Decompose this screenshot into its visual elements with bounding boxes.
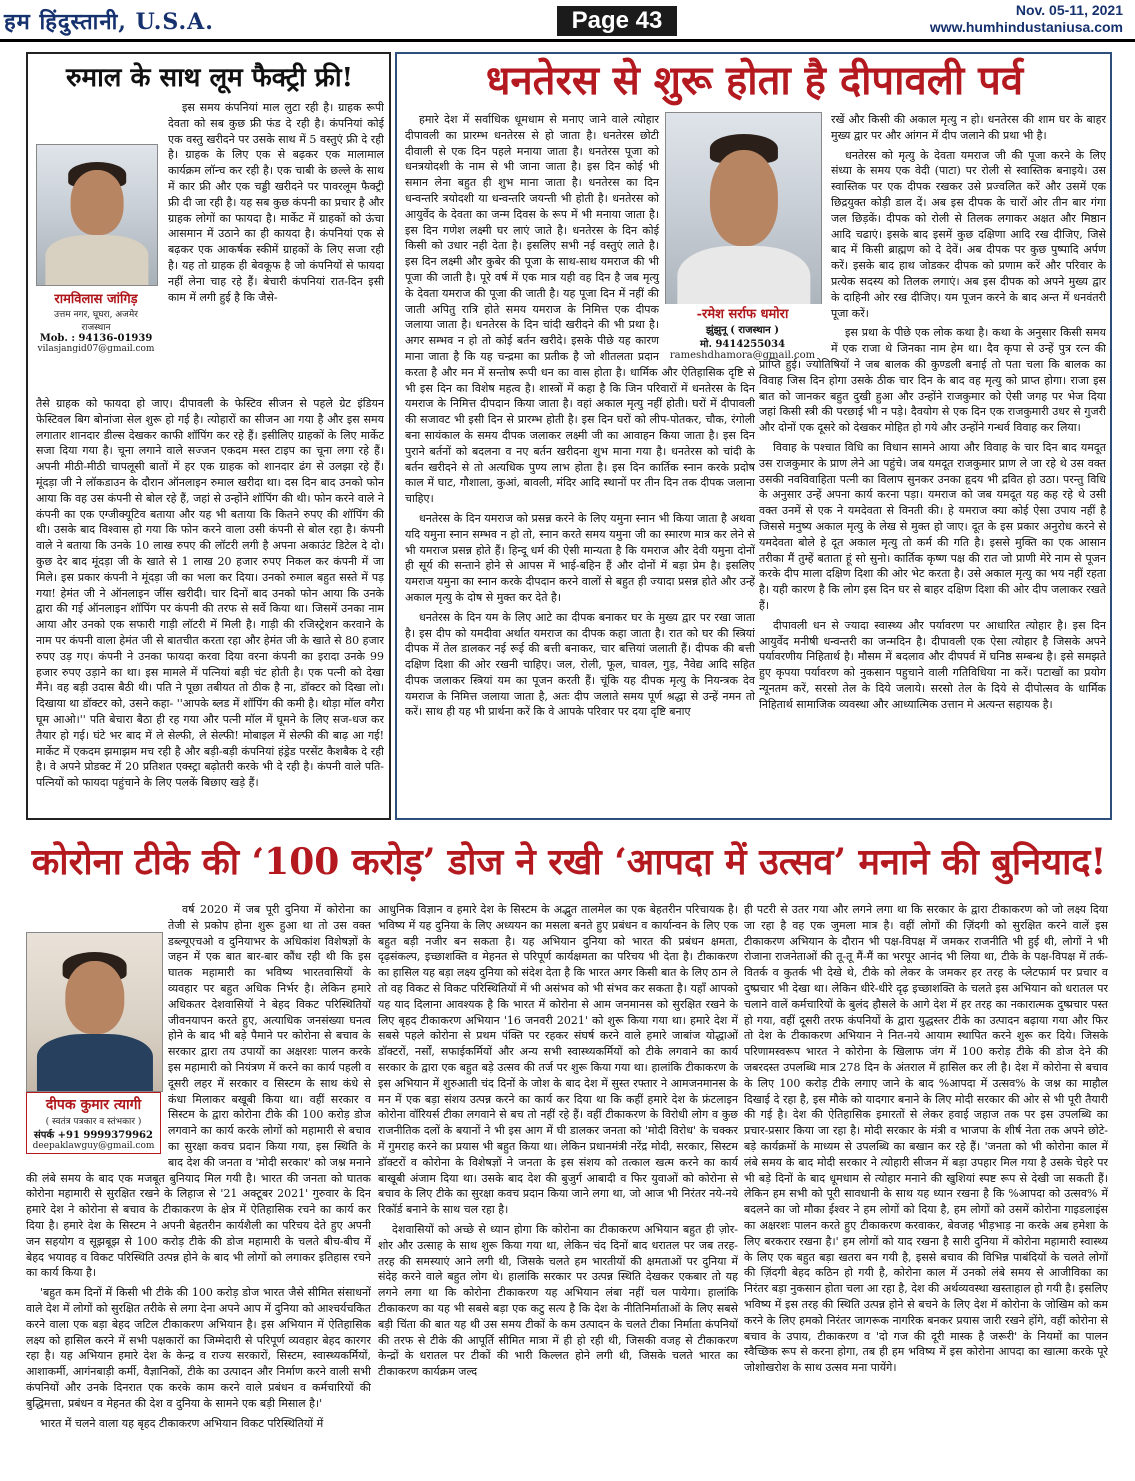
author-mobile: Mob. : 94136-01939 [39,333,153,344]
article-col-3: ही पटरी से उतर गया और लगने लगा था कि सरकार के द्वारा टीकाकरण को जो लक्ष्य दिया जा रहा है वह एक जुमला मात्र है। वहीं लोगों की ज़िंदगी को सुरक्षित करने वालें इस टीकाकरण अभियान के दौरान भी पक्ष-विपक्ष में जमकर राजनीति भी हुई थी, लोगों ने भी रोजाना राजनेताओं की तू-तू मैं-मैं का भरपूर आनंद भी लिया था, टीके के पक्ष-विपक्ष में तर्क-वितर्क व कुतर्क भी देखे थे, टीके को लेकर के जमकर हर तरह के प्लेटफार्म पर प्रचार व दुष्प्रचार भी देखा था। लेकिन धीरे-धीरे दृढ़ इच्छाशक्ति के चलते इस अभियान को धरातल पर चलाने वालें कर्मचारियों के बुलंद हौसले के आगे देश में हर तरह का नकारात्मक दुष्प्रचार पस्त हो गया, वहीं दूसरी तरफ कंपनियों के द्वारा युद्धस्तर टीके का उत्पादन बढ़ाया गया और फिर तो देश के टीकाकरण अभियान ने नित-नये आयाम स्थापित करने शुरू कर दिये। जिसके परिणामस्वरूप भारत ने कोरोना के खिलाफ जंग में 100 करोड़ टीके की डोज देने की जबरदस्त उपलब्धि मात्र 278 दिन के अंतराल में हासिल कर ली है। देश में कोरोना से बचाव के लिए 100 करोड़ टीके लगाए जाने के बाद %आपदा में उत्सव% के जश्न का माहौल दिखाई दे रहा है, इस मौके को यादगार बनाने के लिए मोदी सरकार की ओर से भी पूरी तैयारी की गई है। देश की ऐतिहासिक इमारतों से लेकर हवाई जहाज तक पर इस उपलब्धि का प्रचार-प्रसार किया जा रहा है। मोदी सरकार के मंत्री व भाजपा के शीर्ष नेता तक अपने छोटे-बड़े कार्यक्रमों के माध्यम से उपलब्धि का बखान कर रहे हैं। 'जनता को भी कोरोना काल में लंबे समय के बाद मोदी सरकार ने त्योहारी सीजन में बड़ा उपहार मिल गया है उसके चेहरे पर भी बड़े दिनों के बाद धूमधाम से त्योहार मनाने की खुशियां स्पष्ट रूप से देखी जा सकती हैं। लेकिन हम सभी को पूरी सावधानी के साथ यह ध्यान रखना है कि %आपदा को उत्सव% में बदलने का जो मौका ईश्वर ने हम लोगों को दिया है, हम लोगों को उसमें कोरोना गाइडलाइंस का अक्षरशः पालन करते हुए टीकाकरण करवाकर, बेवजह भीड़भाड़ ना करके अब हमेशा के लिए बरकरार रखना है।' हम लोगों को याद रखना है सारी दुनिया में कोरोना महामारी स्वास्थ्य के लिए एक बहुत बड़ा खतरा बन गयी है, इससे बचाव की विभिन्न पाबंदियों के चलते लोगों की ज़िंदगी बेहद कठिन हो गयी है, कोरोना काल में उनको लंबे समय से आजीविका का निरंतर बड़ा नुकसान होता चला आ रहा है, देश की अर्थव्यवस्था खस्ताहाल हो गयी है। इसलिए भविष्य में इस तरह की स्थिति उत्पन्न होने से बचने के लिए देश में कोरोना के जोखिम को कम करने के लिए हमको निरंतर जागरूक नागरिक बनकर प्रयास जारी रखने होंगे, वहीं कोरोना से बचाव के उपाय, टीकाकरण व 'दो गज की दूरी मास्क है जरूरी' के नियमों का पालन स्वैच्छिक रूप से करना होगा, तब ही हम भविष्य में इस कोरोना आपदा का खात्मा करके पूरे जोशोखरोश के साथ उत्सव मना पायेंगे। [744,903,1108,1375]
author-phone: संपर्क +91 9999379962 [34,1130,153,1141]
author-email[interactable]: rameshdhamora@gmail.com [669,350,816,361]
article-col-1: वर्ष 2020 में जब पूरी दुनिया में कोरोना का तेजी से प्रकोप होना शुरू हुआ था तो उस वक्त डब्ल्यूएचओ व दुनियाभर के अधिकांश विशेषज्ञों के जहन में एक बात बार-बार कौंध रही थी कि इस घातक महामारी का भविष्य भारतवासियों के व्यवहार पर बहुत अधिक निर्भर है। लेकिन हमारे अधिकतर देशवासियों ने बेहद विकट परिस्थितियों जीवनयापन करते हुए, अत्याधिक जनसंख्या घनत्व होने के बाद भी बड़े पैमाने पर कोरोना से बचाव के सरकार द्वारा तय उपायों का अक्षरशः पालन करके इस महामारी को नियंत्रण में करने का कार्य पहली व दूसरी लहर में सरकार व सिस्टम के साथ कंधे से कंधा मिलाकर बखूबी किया था। वहीं सरकार व सिस्टम के द्वारा कोरोना टीके की 100 करोड़ डोज लगवाने का कार्य करके लोगों को महामारी से बचाव का सुरक्षा कवच प्रदान किया गया, इस स्थिति के बाद देश की जनता व 'मोदी सरकार' को जश्न मनाने की लंबे समय के बाद एक मजबूत बुनियाद मिल गयी है। भारत की जनता को घातक कोरोना महामारी से सुरक्षित रखने के लिहाज से '21 अक्टूबर 2021' गुरुवार के दिन हमारे देश ने कोरोना से बचाव के टीकाकरण के क्षेत्र में ऐतिहासिक रचने का कार्य कर दिया है। हमारे देश के सिस्टम ने अपनी बेहतरीन कार्यशैली का परिचय देते हुए अपनी जन सहयोग व सूझबूझ से 100 करोड़ टीके की डोज महामारी के चलते बीच-बीच में बेहद भयावह व विकट परिस्थिति उत्पन्न होने के बाद भी लोगों को लगाकर इतिहास रचने का कार्य किया है। 'बहुत कम दिनों में किसी भी टीके की 100 करोड़ डोज भारत जैसे सीमित संसाधनों वाले देश में लोगों को सुरक्षित तरीके से लगा देना अपने आप में दुनिया को आश्चर्यचकित करने वाला एक बड़ा बेहद जटिल टीकाकरण अभियान है। इस अभियान में ऐतिहासिक लक्ष्य को हासिल करने में सभी पक्षकारों का जिम्मेदारी से परिपूर्ण व्यवहार बेहद कारगर रहा है। यह अभियान हमारे देश के केन्द्र व राज्य सरकारों, सिस्टम, स्वास्थ्यकर्मियों, आशाकर्मी, आगंनबाड़ी कर्मी, वैज्ञानिकों, टीके का उत्पादन और निर्माण करने वाली सभी कंपनियों और उनके दिनरात एक करके काम करने वाले प्रबंधन व कर्मचारियों की बुद्धिमत्ता, प्रबंधन व मेहनत की देश व दुनिया के सामने एक बड़ी मिसाल है।' भारत में चलने वाला यह बृहद टीकाकरण अभियान विकट परिस्थितियों में [26,903,371,1430]
author-email[interactable]: vilasjangid07@gmail.com [37,344,155,354]
issue-date: Nov. 05-11, 2021 [1015,2,1123,18]
article-col-1: हमारे देश में सर्वाधिक धूमधाम से मनाए जाने वाले त्योहार दीपावली का प्रारम्भ धनतेरस से हो जाता है। धनतेरस छोटी दीवाली से एक दिन पहले मनाया जाता है। धनतेरस पूजा को धनत्रयोदशी के नाम से भी जाना जाता है। इस दिन कोई भी समान लेना बहुत ही शुभ माना जाता है। धनतेरस का दिन धन्वन्तरि त्रयोदशी या धन्वन्तरि जयन्ती भी होती है। धनतेरस को आयुर्वेद के देवता का जन्म दिवस के रूप में भी मनाया जाता है। इस दिन गणेश लक्ष्मी घर लाएं जाते है। धनतेरस के दिन कोई किसी को उधार नही देता है। इसलिए सभी नई वस्तुएं लाते है। इस दिन लक्ष्मी और कुबेर की पूजा के साथ-साथ यमराज की भी पूजा की जाती है। पूरे वर्ष में एक मात्र यही वह दिन है जब मृत्यु के देवता यमराज की पूजा की जाती है। यह पूजा दिन में नहीं की जाती अपितु रात्रि होते समय यमराज के निमित्त एक दीपक जलाया जाता है। धनतेरस के दिन चांदी खरीदने की भी प्रथा है। अगर सम्भव न हो तो कोई बर्तन खरीदे। इसके पीछे यह कारण माना जाता है कि यह चन्द्रमा का प्रतीक है जो शीतलता प्रदान करता है और मन में सन्तोष रूपी धन का वास होता है। धार्मिक और ऐतिहासिक दृष्टि से भी इस दिन का विशेष महत्व है। शास्त्रों में कहा है कि जिन परिवारों में धनतेरस के दिन यमराज के निमित्त दीपदान किया जाता है। वहां अकाल मृत्यु नहीं होती। घरों में दीपावली की सजावट भी इसी दिन से प्रारम्भ होती है। इस दिन घरों को लीप-पोतकर, चौक, रंगोली बना सायंकाल के समय दीपक जलाकर लक्ष्मी जी का आवाहन किया जाता है। इस दिन पुराने बर्तनों को बदलना व नए बर्तन खरीदना शुभ माना गया है। धनतेरस को चांदी के बर्तन खरीदने से तो अत्यधिक पुण्य लाभ होता है। इस दिन कार्तिक स्नान करके प्रदोष काल में घाट, गौशाला, कुआं, बावली, मंदिर आदि स्थानों पर तीन दिन तक दीपक जलाना चाहिए। धनतेरस के दिन यमराज को प्रसन्न करने के लिए यमुना स्नान भी किया जाता है अथवा यदि यमुना स्नान सम्भव न हो तो, स्नान करते समय यमुना जी का स्मारण मात्र कर लेने से भी यमराज प्रसन्न होते हैं। हिन्दू धर्म की ऐसी मान्यता है कि यमराज और देवी यमुना दोनों ही सूर्य की सन्ताने होने से आपस में भाई-बहिन हैं और दोनों में बड़ा प्रेम है। इसलिए यमराज यमुना का स्नान करके दीपदान करने वालों से बहुत ही ज्यादा प्रसन्न होते और उन्हें अकाल मृत्यु के दोष से मुक्त कर देते है। धनतेरस के दिन यम के लिए आटे का दीपक बनाकर घर के मुख्य द्वार पर रखा जाता है। इस दीप को यमदीवा अर्थात यमराज का दीपक कहा जाता है। रात को घर की स्त्रियां दीपक में तेल डालकर नई रूई की बत्ती बनाकर, चार बत्तियां जलाती हैं। दीपक की बत्ती दक्षिण दिशा की ओर रखनी चाहिए। जल, रोली, फूल, चावल, गुड़, नैवेद्य आदि सहित दीपक जलाकर स्त्रियां यम का पूजन करती हैं। चूंकि यह दीपक मृत्यु के नियन्त्रक देव यमराज के निमित्त जलाया जाता है, अतः दीप जलाते समय पूर्ण श्रद्धा से उन्हें नमन तो करें। साथ ही यह भी प्रार्थना करें कि वे आपके परिवार पर दया दृष्टि बनाए [405,113,755,719]
article-headline: रुमाल के साथ लूम फैक्ट्री फ्री! [65,63,354,93]
article-headline: धनतेरस से शुरू होता है दीपावली पर्व [485,57,1024,104]
author-email[interactable]: deepaklawguy@gmail.com [32,1141,155,1151]
author-name: दीपक कुमार त्यागी [45,1097,142,1113]
page-header [0,0,1135,38]
author-role: ( स्वतंत्र पत्रकार व स्तंभकार ) [45,1117,142,1127]
article-corona [26,826,1112,1481]
article-headline: कोरोना टीके की ‘100 करोड़’ डोज ने रखी ‘आपदा में उत्सव’ मनाने की बुनियाद! [31,841,1107,883]
author-mobile: मो. 9414255034 [699,339,786,350]
author-place: झुंझुनू ( राजस्थान ) [706,325,779,336]
article-col-2: रखें और किसी की अकाल मृत्यु न हो। धनतेरस की शाम घर के बाहर मुख्य द्वार पर और आंगन में दीप जलाने की प्रथा भी है। धनतेरस को मृत्यु के देवता यमराज जी की पूजा करने के लिए संध्या के समय एक वेदी (पाटा) पर रोली से स्वास्तिक बनाइये। उस स्वास्तिक पर एक दीपक रखकर उसे प्रज्वलित करें और उसमें एक छिद्रयुक्त कोड़ी डाल दें। अब इस दीपक के चारों ओर तीन बार गंगा जल छिड़कें। दीपक को रोली से तिलक लगाकर अक्षत और मिष्ठान आदि चढाएं। इसके बाद इसमें कुछ दक्षिणा आदि रख दीजिए, जिसे बाद में किसी ब्राह्मण को दे देवें। अब दीपक पर कुछ पुष्पादि अर्पण करें। इसके बाद हाथ जोडकर दीपक को प्रणाम करें और परिवार के प्रत्येक सदस्य को तिलक लगाएं। अब इस दीपक को अपने मुख्य द्वार के दाहिनी ओर रख दीजिए। यम पूजन करने के बाद अन्त में धनवंतरी पूजा करें। इस प्रथा के पीछे एक लोक कथा है। कथा के अनुसार किसी समय में एक राजा थे जिनका नाम हेम था। दैव कृपा से उन्हें पुत्र रत्न की प्राप्ति हुई। ज्योतिषियों ने जब बालक की कुण्डली बनाई तो पता चला कि बालक का विवाह जिस दिन होगा उसके ठीक चार दिन के बाद वह मृत्यु को प्राप्त होगा। राजा इस बात को जानकर बहुत दुखी हुआ और उन्होंने राजकुमार को ऐसी जगह पर भेज दिया जहां किसी स्त्री की परछाई भी न पड़े। दैवयोग से एक दिन एक राजकुमारी उधर से गुजरी और दोनों एक दूसरे को देखकर मोहित हो गये और उन्होंने गन्धर्व विवाह कर लिया। विवाह के पश्चात विधि का विधान सामने आया और विवाह के चार दिन बाद यमदूत उस राजकुमार के प्राण लेने आ पहुंचे। जब यमदूत राजकुमार प्राण ले जा रहे थे उस वक्त उसकी नवविवाहिता पत्नी का विलाप सुनकर उनका हृदय भी द्रवित हो उठा। परन्तु विधि के अनुसार उन्हें अपना कार्य करना पड़ा। यमराज को जब यमदूत यह कह रहे थे उसी वक्त उनमें से एक ने यमदेवता से विनती की। हे यमराज क्या कोई ऐसा उपाय नहीं है जिससे मनुष्य अकाल मृत्यु के लेख से मुक्त हो जाए। दूत के इस प्रकार अनुरोध करने से यमदेवता बोले हे दूत अकाल मृत्यु तो कर्म की गति है। इससे मुक्ति का एक आसान तरीका मैं तुम्हें बताता हूं सो सुनो। कार्तिक कृष्ण पक्ष की रात जो प्राणी मेरे नाम से पूजन करके दीप माला दक्षिण दिशा की ओर भेट करता है। उसे अकाल मृत्यु का भय नहीं रहता है। यही कारण है कि लोग इस दिन घर से बाहर दक्षिण दिशा की ओर दीप जलाकर रखते हैं। दीपावली धन से ज्यादा स्वास्थ्य और पर्यावरण पर आधारित त्योहार है। इस दिन आयुर्वेद मनीषी धन्वन्तरी का जन्मदिन है। दीपावली एक ऐसा त्योहार है जिसके अपने पर्यावरणीय निहितार्थ है। मौसम में बदलाव और दीपपर्व में घनिष्ठ सम्बन्ध है। इसे समझते हुए कृपया पर्यावरण को नुकसान पहुचाने वाली गतिविधिया ना करें। पटाखों का प्रयोग न्यूनतम करें, सरसो तेल के दिये जलाये। सरसो तेल के दिये से दीपोत्सव के धार्मिक निहितार्थ सामाजिक व्यवस्था और आध्यात्मिक उत्तान मे अत्यन्त सहायक है। [759,113,1106,711]
page-number-badge: Page 43 [557,6,677,36]
article-col-2: आधुनिक विज्ञान व हमारे देश के सिस्टम के अद्भुत तालमेल का एक बेहतरीन परिचायक है। भविष्य में यह दुनिया के लिए अध्ययन का मसला बनते हुए प्रबंधन व कार्यान्वन के लिए एक बहुत बड़ी नजीर बन सकता है। यह अभियान दुनिया को भारत की प्रबंधन क्षमता, दृढ़संकल्प, इच्छाशक्ति व मेहनत से परिपूर्ण कार्यक्षमता का परिचय भी देता है। टीकाकरण का हासिल यह बड़ा लक्ष्य दुनिया को संदेश देता है कि भारत अगर किसी बात के लिए ठान ले तो वह विकट से विकट परिस्थितियों में भी असंभव को भी संभव कर सकता है। यहाँ आपको यह याद दिलाना आवश्यक है कि भारत में कोरोना से आम जनमानस को सुरक्षित रखने के लिए बृहद टीकाकरण अभियान '16 जनवरी 2021' को शुरू किया गया था। हमारे देश में सबसे पहले कोरोना से प्रथम पंक्ति पर रहकर संघर्ष करने वाले हमारे जाबांज योद्धाओं डॉक्टरों, नर्सों, सफाईकर्मियों और अन्य सभी स्वास्थ्यकर्मियों को टीके लगवाने का कार्य सरकार के द्वारा एक बहुत बड़े उत्सव की तर्ज पर शुरू किया गया था। हालांकि टीकाकरण के इस अभियान में शुरुआती चंद दिनों के जोश के बाद देश में सुस्त रफ्तार ने आमजनमानस के मन में एक बड़ा संशय उत्पन्न करने का कार्य कर दिया था कि कहीं हमारे देश के फ्रंटलाइन कोरोना वॉरियर्स टीका लगवाने से बच तो नहीं रहे हैं। वहीं टीकाकरण के विरोधी लोग व कुछ राजनीतिक दलों के बयानों ने भी इस आग में घी डालकर जनता को 'मोदी विरोध' के चक्कर में गुमराह करने का प्रयास भी बहुत किया था। लेकिन प्रधानमंत्री नरेंद्र मोदी, सरकार, सिस्टम डॉक्टरों व कोरोना के विशेषज्ञों ने जनता के इस संशय को तत्काल खत्म करने का कार्य बाखूबी अंजाम दिया था। उसके बाद देश की बुजुर्ग आबादी व फिर युवाओं को कोरोना से बचाव के लिए टीके का सुरक्षा कवच प्रदान किया जाने लगा था, जो आज भी निरंतर नये-नये रिकॉर्ड बनाने के साथ चल रहा है। देशवासियों को अच्छे से ध्यान होगा कि कोरोना का टीकाकरण अभियान बहुत ही ज़ोर-शोर और उत्साह के साथ शुरू किया गया था, लेकिन चंद दिनों बाद धरातल पर जब तरह-तरह की समस्याएं आने लगी थी, जिसके चलते हम भारतीयों की क्षमताओं पर दुनिया में संदेह करने वाले बहुत लोग थे। हालांकि सरकार पर उत्पन्न स्थिति देखकर एकबार तो यह लगने लगा था कि कोरोना टीकाकरण यह अभियान लंबा नहीं चल पायेगा। हालांकि टीकाकरण का यह भी सबसे बड़ा एक कटु सत्य है कि देश के नीतिनिर्माताओं के लिए सबसे बड़ी चिंता की बात यह थी उस समय टीकों के कम उत्पादन के चलते टीका निर्माता कंपनियों की तरफ से टीके की आपूर्ति सीमित मात्रा में ही हो रही थी, जिसकी वजह से टीकाकरण केन्द्रों के धरातल पर टीकों की भारी किल्लत होने लगी थी, जिसके चलते भारत का टीकाकरण कार्यक्रम जल्द [378,903,738,1379]
header-rule [0,39,1135,42]
article-rumal [26,52,391,820]
author-address: उत्तम नगर, घूघरा, अजमेर [54,310,138,320]
author-state: राजस्थान [81,323,111,333]
article-intro: इस समय कंपनियां माल लुटा रही है। ग्राहक रूपी देवता को सब कुछ फ्री फंड दे रही है। कंपनियां कोई एक वस्तु खरीदने पर उसके साथ में 5 वस्तुएं फ्री दे रही है। ग्राहक के लिए एक से बढ़कर एक मालामाल कार्यक्रम लॉन्च कर रही है। एक चाबी के छल्ले के साथ में कार फ्री और एक चड्डी खरीदने पर पावरलूम फैक्ट्री फ्री दी जा रही है। यह सब कुछ कंपनी का प्रचार है और ग्राहक लोगों का फायदा है। मार्केट में ग्राहकों को ऊंचा आसमान में उठाने का ही कायदा है। कंपनियां एक से बढ़कर एक आकर्षक स्कीमें ग्राहकों के लिए सजा रही है। यह तो ग्राहक ही बेवकूफ है जो कंपनियों से फायदा नहीं लेना चाह रहे हैं। बेचारी कंपनियां रात-दिन इसी काम में लगी हुई है कि जैसे- [168,101,384,304]
article-body: तैसे ग्राहक को फायदा हो जाए। दीपावली के फेस्टिव सीजन से पहले ग्रेट इंडियन फेस्टिवल बिग बोनांजा सेल शुरू हो गई है। त्योहारों का सीजन आ गया है और इस समय लगातार शानदार डील्स देखकर काफी शॉपिंग कर रहे हैं। इसीलिए ग्राहकों के लिए मार्केट सजा दिया गया है। चूना लगाने वाले सज्जन एकदम मस्त टाइप का चूना लगा रहे हैं। अपनी मीठी-मीठी चापलूसी बातों में हर एक ग्राहक को शानदार ढंग से उलझा रहे हैं। मूंदड़ा जी ने लॉकडाउन के दौरान ऑनलाइन रुमाल खरीदा था। दस दिन बाद उनको फोन आया कि वह उस कंपनी से बोल रहे हैं, जहां से उन्होंने शॉपिंग की थी। फोन करने वाले ने कंपनी का एक एग्जीक्यूटिव बताया और यह भी बताया कि कितने रुपए की शॉपिंग की थी। उसके बाद विश्वास हो गया कि फोन करने वाला उसी कंपनी से बोल रहा है। कंपनी वाले ने बताया कि उनके 10 लाख रुपए की लॉटरी लगी है अपना अकाउंट डिटेल दे दो। कुछ देर बाद मूंदड़ा जी के खाते से 1 लाख 20 हजार रुपए निकल कर कंपनी में जा मिले। इस प्रकार कंपनी ने मूंदड़ा जी का भला कर दिया। उनको रुमाल बहुत सस्ते में पड़ गया! हेमंत जी ने ऑनलाइन जींस खरीदी। चार दिनों बाद उनको फोन आया कि उनके द्वारा की गई ऑनलाइन शॉपिंग पर कंपनी की तरफ से सर्वे किया था। जिसमें उनका नाम आया और उनको एक सफारी गाड़ी लॉटरी में मिली है। गाड़ी की रजिस्ट्रेशन करवाने के नाम पर कंपनी वाला हेमंत जी से बातचीत करता रहा और हेमंत जी के खाते से 80 हजार रुपए उड़ गए। कंपनी ने उनका फायदा करवा दिया वरना कंपनी का इरादा उनके 99 हजार रुपए उड़ाने का था। इस मामले में पत्नियां बड़ी चंट होती है। एक पत्नी को देखा मैंने। वह बड़ी उदास बैठी थी। पति ने पूछा तबीयत तो ठीक है ना, डॉक्टर को दिखा लो। दिखाया था डॉक्टर को, उसने कहा- ''आपके ब्लड में शॉपिंग की कमी है। थोड़ा मॉल वगैरा घूम आओ।'' पति बेचारा बैठा ही रह गया और पत्नी मॉल में घूमने के लिए सज-धज कर तैयार हो गई। घंटे भर बाद में ले सेल्फी, ले सेल्फी! मोबाइल में सेल्फी की बाढ़ आ गई! मार्केट में एकदम झमाझम मच रही है और बड़ी-बड़ी कंपनियां हंड्रेड परसेंट कैशबैक दे रही है। वे अपने प्रोडक्ट में 20 प्रतिशत एक्स्ट्रा बढ़ोतरी करके भी दे रही है। कंपनी वाले पति-पत्नियों को फायदा पहुंचाने के लिए पलकें बिछाए खड़े हैं। [36,397,384,790]
author-name: -रमेश सर्राफ धमोरा [696,307,789,322]
website-link[interactable]: www.humhindustaniusa.com [929,19,1123,35]
author-name: रामविलास जांगिड़ [54,292,138,307]
masthead: हम हिंदुस्तानी, U.S.A. [4,9,214,35]
article-dhanteras [395,52,1112,820]
